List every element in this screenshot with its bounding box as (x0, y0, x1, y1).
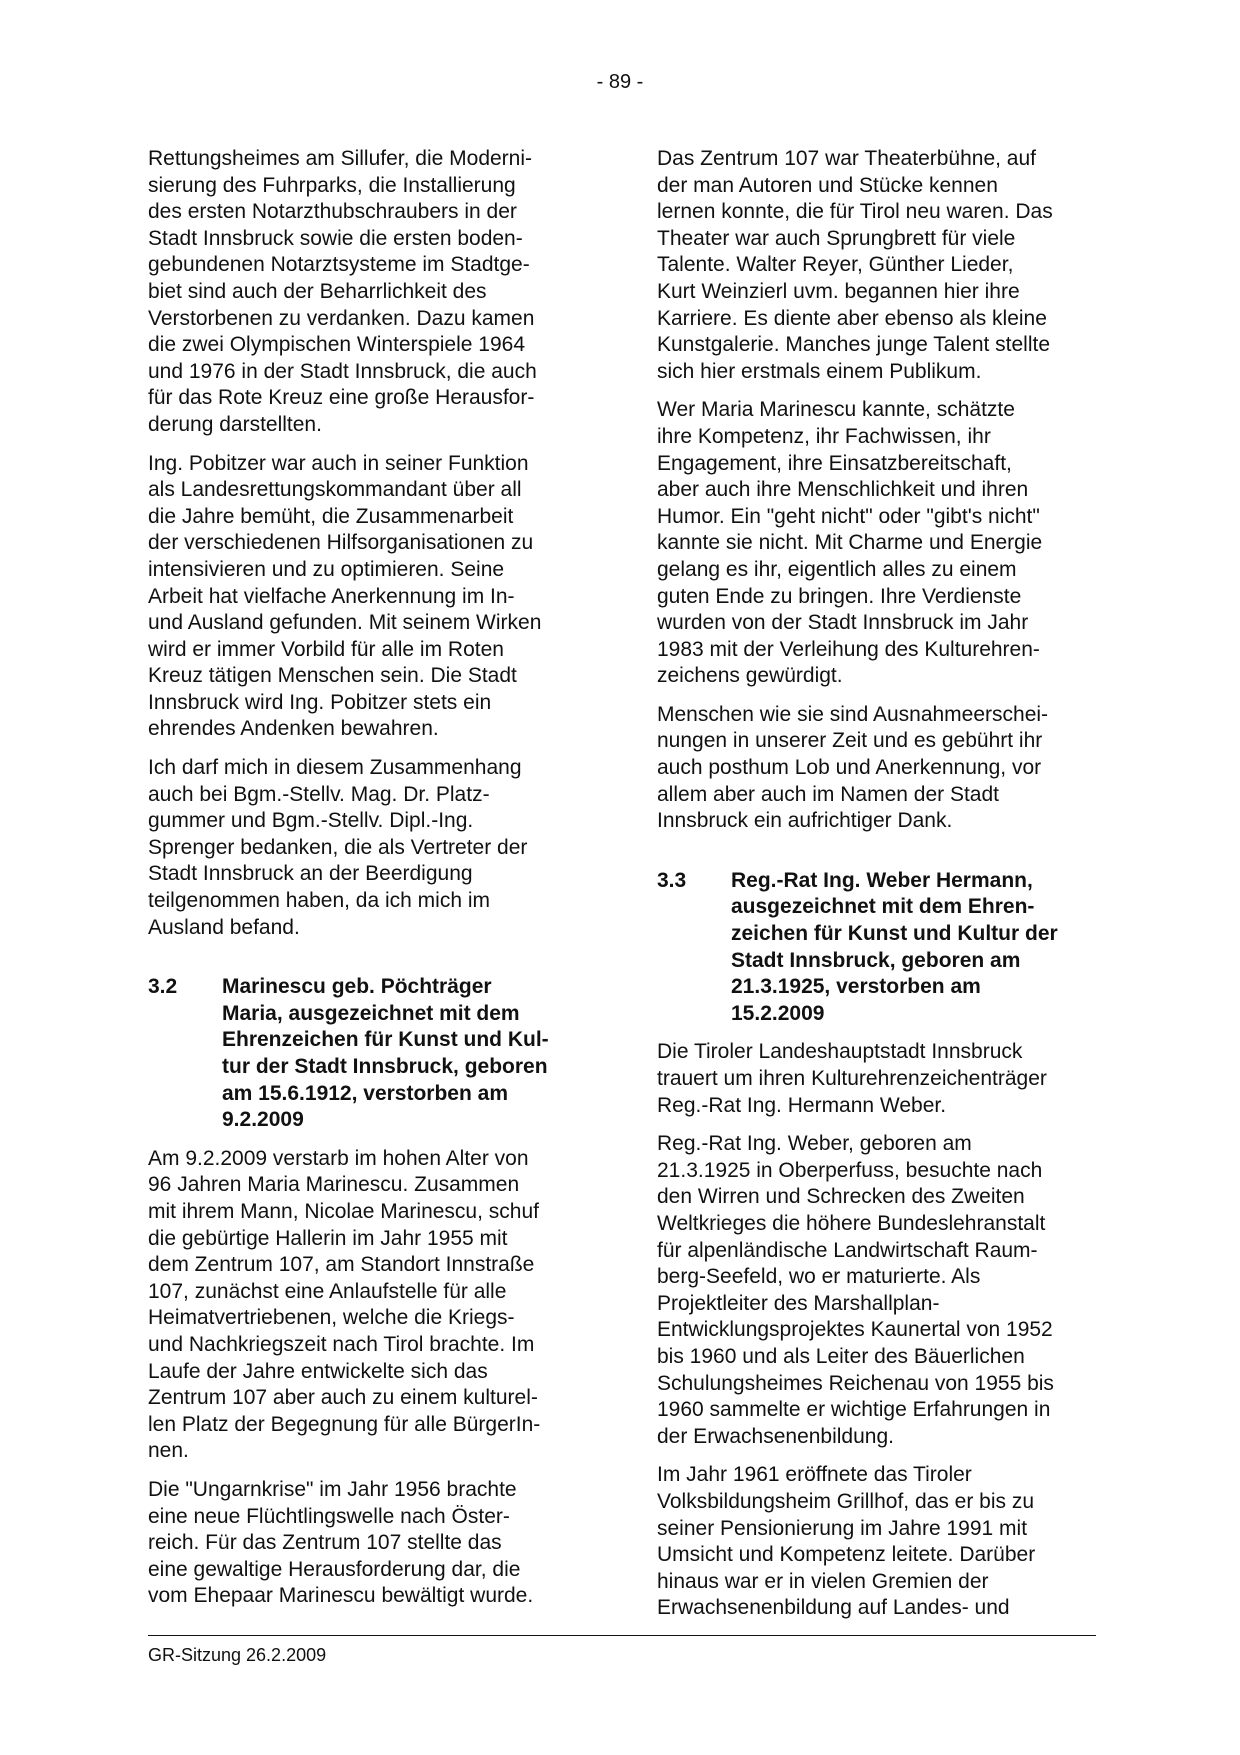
right-column (657, 146, 1097, 1634)
left-column (148, 146, 588, 1622)
section-title: Reg.-Rat Ing. Weber Hermann, ausgezeichnet mit dem Ehren- zeichen für Kunst und Kultur der Stadt Innsbruck, geboren am 21.3.1925, verstorben am 15.2.2009 (731, 868, 1058, 1025)
paragraph-marinescu-tod: Am 9.2.2009 verstarb im hohen Alter von 96 Jahren Maria Marinescu. Zusammen mit ihrem Mann, Nicolae Marinescu, schuf die gebürtige Hallerin im Jahr 1955 mit dem Zentrum 107, am Standort Innstraße 107, zunächst eine Anlaufstelle für alle Heimatvertriebenen, welche die Kriegs- und Nachkriegszeit nach Tirol brachte. Im Laufe der Jahre entwickelte sich das Zentrum 107 aber auch zu einem kulturel- len Platz der Begegnung für alle BürgerIn- nen. (148, 1146, 541, 1463)
section-heading-3-3 (657, 868, 1097, 1028)
section-number: 3.2 (148, 975, 178, 999)
paragraph-dank-beerdigung: Ich darf mich in diesem Zusammenhang auch bei Bgm.-Stellv. Mag. Dr. Platz- gummer und Bgm.-Stellv. Dipl.-Ing. Sprenger bedanken, die als Vertreter der Stadt Innsbruck an der Beerdigung teilgenommen haben, da ich mich im Ausland befand. (148, 756, 528, 939)
paragraph-ausnahmeerscheinungen: Menschen wie sie sind Ausnahmeerschei- nungen in unserer Zeit und es gebührt ihr auch posthum Lob und Anerkennung, vor allem aber auch im Namen der Stadt Innsbruck ein aufrichtiger Dank. (657, 702, 1049, 833)
paragraph-trauert: Die Tiroler Landeshauptstadt Innsbruck trauert um ihren Kulturehrenzeichenträger Reg.-Rat Ing. Hermann Weber. (657, 1040, 1047, 1117)
section-number: 3.3 (657, 868, 687, 892)
paragraph-weber-biografie: Reg.-Rat Ing. Weber, geboren am 21.3.1925 in Oberperfuss, besuchte nach den Wirren und Schrecken des Zweiten Weltkrieges die höhere Bundeslehranstalt für alpenländische Landwirtschaft Raum- berg-Seefeld, wo er maturierte. Als Projektleiter des Marshallplan- Entwicklungsprojektes Kaunertal von 1952 bis 1960 und als Leiter des Bäuerlichen Schulungsheimes Reichenau von 1955 bis 1960 sammelte er wichtige Erfahrungen in der Erwachsenenbildung. (657, 1132, 1054, 1448)
paragraph-ungarnkrise: Die "Ungarnkrise" im Jahr 1956 brachte eine neue Flüchtlingswelle nach Öster- reich. Für das Zentrum 107 stellte das eine gewaltige Herausforderung dar, die vom Ehepaar Marinescu bewältigt wurde. (148, 1477, 534, 1608)
paragraph-pobitzer-funktion: Ing. Pobitzer war auch in seiner Funktion als Landesrettungskommandant über all die Jahre bemüht, die Zusammenarbeit der verschiedenen Hilfsorganisationen zu intensivieren und zu optimieren. Seine Arbeit hat vielfache Anerkennung im In- und Ausland gefunden. Mit seinem Wirken wird er immer Vorbild für alle im Roten Kreuz tätigen Menschen sein. Die Stadt Innsbruck wird Ing. Pobitzer stets ein ehrendes Andenken bewahren. (148, 451, 542, 741)
paragraph-rettungsheim: Rettungsheimes am Sillufer, die Moderni- sierung des Fuhrparks, die Installierung des ersten Notarzthubschraubers in der Stadt Innsbruck sowie die ersten boden- gebundenen Notarztsysteme im Stadtge- biet sind auch der Beharrlichkeit des Verstorbenen zu verdanken. Dazu kamen die zwei Olympischen Winterspiele 1964 und 1976 in der Stadt Innsbruck, die auch für das Rote Kreuz eine große Herausfor- derung darstellten. (148, 147, 537, 436)
page-number: - 89 - (596, 71, 644, 93)
paragraph-theaterbuehne: Das Zentrum 107 war Theaterbühne, auf der man Autoren und Stücke kennen lernen konnte, die für Tirol neu waren. Das Theater war auch Sprungbrett für viele Talente. Walter Reyer, Günther Lieder, Kurt Weinzierl uvm. begannen hier ihre Karriere. Es diente aber ebenso als kleine Kunstgalerie. Manches junge Talent stellte sich hier erstmals einem Publikum. (657, 147, 1053, 383)
footer-meeting-label: GR-Sitzung 26.2.2009 (148, 1645, 327, 1665)
section-heading-3-2 (148, 974, 588, 1134)
section-title: Marinescu geb. Pöchträger Maria, ausgezeichnet mit dem Ehrenzeichen für Kunst und Kul- tur der Stadt Innsbruck, geboren am 15.6.1912, verstorben am 9.2.2009 (222, 975, 549, 1132)
paragraph-kompetenz: Wer Maria Marinescu kannte, schätzte ihre Kompetenz, ihr Fachwissen, ihr Engagement, ihre Einsatzbereitschaft, aber auch ihre Menschlichkeit und ihren Humor. Ein "geht nicht" oder "gibt's nicht" kannte sie nicht. Mit Charme und Energie gelang es ihr, eigentlich alles zu einem guten Ende zu bringen. Ihre Verdienste wurden von der Stadt Innsbruck im Jahr 1983 mit der Verleihung des Kulturehren- zeichens gewürdigt. (657, 398, 1043, 688)
paragraph-grillhof: Im Jahr 1961 eröffnete das Tiroler Volksbildungsheim Grillhof, das er bis zu seiner Pensionierung im Jahre 1991 mit Umsicht und Kompetenz leitete. Darüber hinaus war er in vielen Gremien der Erwachsenenbildung auf Landes- und (657, 1463, 1036, 1620)
footer-divider (148, 1635, 1096, 1636)
